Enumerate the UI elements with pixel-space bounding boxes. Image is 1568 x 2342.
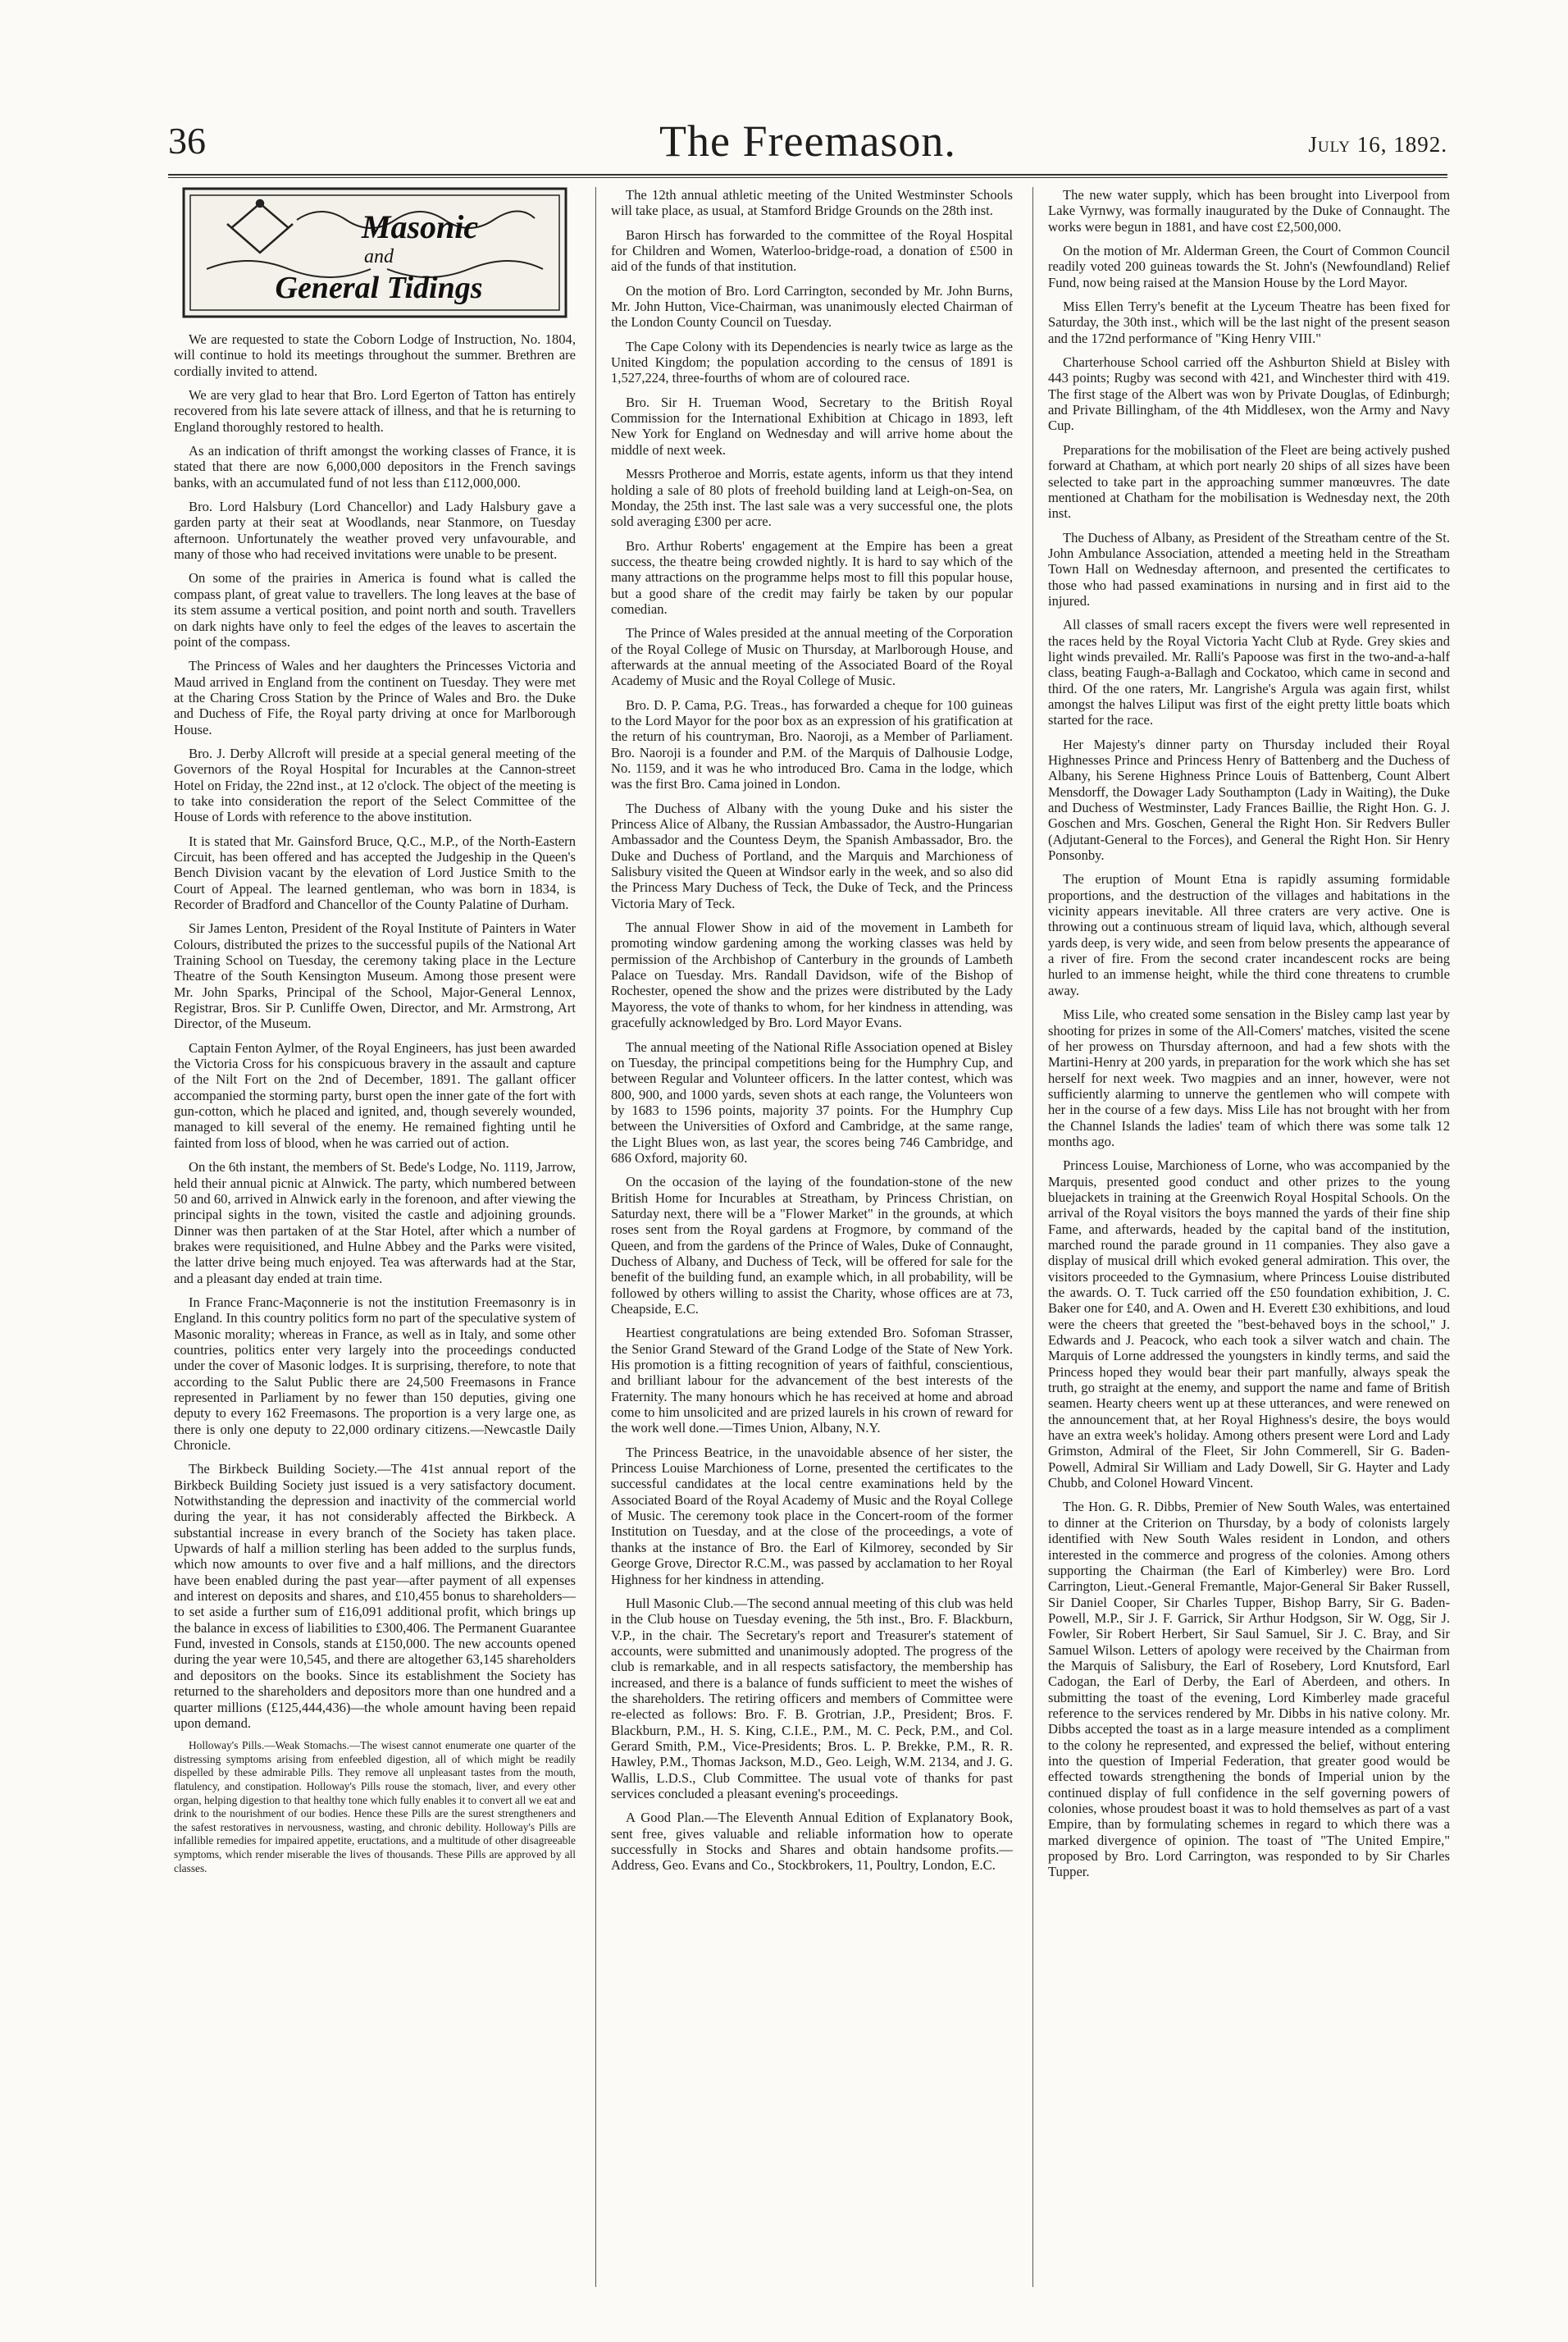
column-divider: [595, 187, 596, 2287]
masthead-rule: [168, 174, 1447, 176]
news-paragraph: The annual Flower Show in aid of the movement in Lambeth for promoting window gardening among the working classes was held by permission of the Archbishop of Canterbury in the grounds of Lambeth Palace on Tuesday. Mrs. Randall Davidson, wife of the Bishop of Rochester, opened the show and the prizes were distributed by the Lady Mayoress, the vote of thanks to whom, for her kindness in attending, was gracefully acknowledged by Bro. Lord Mayor Evans.: [611, 920, 1013, 1031]
masthead-rule-thin: [168, 177, 1447, 178]
news-paragraph: Bro. Lord Halsbury (Lord Chancellor) and Lady Halsbury gave a garden party at their seat at Woodlands, near Stanmore, on Tuesday afternoon. Unfortunately the weather proved very unfavourable, and many of those who had received invitations were unable to be present.: [174, 499, 576, 563]
advertisement-paragraph: Holloway's Pills.—Weak Stomachs.—The wisest cannot enumerate one quarter of the distressing symptoms arising from enfeebled digestion, all of which might be readily dispelled by these admirable Pills. They remove all unpleasant tastes from the mouth, flatulency, and constipation. Holloway's Pills rouse the stomach, liver, and every other organ, helping digestion to that healthy tone which fully enables it to convert all we eat and drink to the nourishment of our bodies. Hence these Pills are the surest strengtheners and the safest restoratives in nervousness, wasting, and chronic debility. Holloway's Pills are infallible remedies for impaired appetite, eructations, and a multitude of other disagreeable symptoms, which render miserable the lives of thousands. These Pills are approved by all classes.: [174, 1739, 576, 1874]
newspaper-title: The Freemason.: [659, 116, 956, 166]
news-paragraph: Captain Fenton Aylmer, of the Royal Engineers, has just been awarded the Victoria Cross for his conspicuous bravery in the assault and capture of the Nilt Fort on the 2nd of December, 1891. The gallant officer accompanied the storming party, burst open the inner gate of the fort with gun-cotton, which he placed and ignited, and, though severely wounded, managed to kill several of the enemy. He remained fighting until he fainted from loss of blood, when he was carried out of action.: [174, 1039, 576, 1151]
news-paragraph: The Hon. G. R. Dibbs, Premier of New South Wales, was entertained to dinner at the Criterion on Thursday, by a body of colonists largely identified with New South Wales resident in London, and others interested in the commerce and progress of the colonies. Among others supporting the Chairman (the Earl of Kimberley) were Bro. Lord Carrington, Lieut.-General Fremantle, Major-General Sir Baker Russell, Sir Daniel Cooper, Sir Charles Tupper, Bishop Barry, Sir G. Baden-Powell, M.P., Sir J. F. Garrick, Sir Arthur Hodgson, Sir W. Ogg, Sir J. Fowler, Sir Robert Herbert, Sir Saul Samuel, Sir J. C. Bray, and Sir Samuel Wilson. Letters of apology were received by the Chairman from the Marquis of Salisbury, the Earl of Rosebery, Lord Knutsford, Earl Cadogan, the Earl of Derby, the Earl of Aberdeen, and others. In submitting the toast of the evening, Lord Kimberley made graceful reference to the services rendered by Mr. Dibbs in his native colony. Mr. Dibbs accepted the toast as in a large measure intended as a compliment to the colony he represented, and expressed the belief, without entering into the question of Imperial Federation, that greater good would be effected towards strengthening the bonds of Imperial union by the continued display of full confidence in the self governing powers of colonies, whose proudest boast it was to hold themselves as part of a vast Empire, than by formulating schemes in regard to which there was a marked divergence of opinion. The toast of "The United Empire," proposed by Bro. Lord Carrington, was responded to by Sir Charles Tupper.: [1048, 1499, 1450, 1880]
news-paragraph: Bro. D. P. Cama, P.G. Treas., has forwarded a cheque for 100 guineas to the Lord Mayor for the poor box as an expression of his gratification at the return of his countryman, Bro. Naoroji, as a Member of Parliament. Bro. Naoroji is a founder and P.M. of the Marquis of Dalhousie Lodge, No. 1159, and it was he who introduced Bro. Cama in the lodge, which was the first Bro. Cama joined in London.: [611, 696, 1013, 792]
news-paragraph: Miss Lile, who created some sensation in the Bisley camp last year by shooting for prizes in some of the All-Comers' matches, visited the scene of her prowess on Thursday afternoon, and had a few shots with the Martini-Henry at 200 yards, in preparation for the work which she has set herself for next week. Two magpies and an inner, however, were not sufficiently alarming to unnerve the gentlemen who will compete with her in the course of a few days. Miss Lile has not brought with her from the Channel Islands the ladies' team of which there was some talk 12 months ago.: [1048, 1007, 1450, 1149]
news-paragraph: The 12th annual athletic meeting of the United Westminster Schools will take place, as usual, at Stamford Bridge Grounds on the 28th inst.: [611, 187, 1013, 219]
news-paragraph: Bro. Arthur Roberts' engagement at the Empire has been a great success, the theatre being crowded nightly. It is hard to say which of the many attractions on the programme helps most to fill this popular house, but a good share of the credit may fairly be taken by our popular comedian.: [611, 537, 1013, 617]
news-paragraph: In France Franc-Maçonnerie is not the institution Freemasonry is in England. In this country politics form no part of the speculative system of Masonic morality; whereas in France, as well as in Italy, and some other countries, politics enter very largely into the proceedings conducted under the cover of Masonic lodges. It is surprising, therefore, to note that according to the Salut Public there are 24,500 Freemasons in France represented in Parliament by no fewer than 150 deputies, giving one deputy to every 162 Freemasons. The proportion is a very large one, as there is only one deputy to 22,000 ordinary citizens.—Newcastle Daily Chronicle.: [174, 1294, 576, 1453]
news-paragraph: On some of the prairies in America is found what is called the compass plant, of great value to travellers. The long leaves at the base of its stem assume a vertical position, and point north and south. Travellers on dark nights have only to feel the edges of the leaves to ascertain the point of the compass.: [174, 570, 576, 650]
news-paragraph: On the motion of Mr. Alderman Green, the Court of Common Council readily voted 200 guineas towards the St. John's (Newfoundland) Relief Fund, now being raised at the Mansion House by the Lord Mayor.: [1048, 243, 1450, 290]
news-paragraph: The annual meeting of the National Rifle Association opened at Bisley on Tuesday, the principal competitions being for the Humphry Cup, and between Regular and Volunteer officers. In the latter contest, which was 800, 900, and 1000 yards, seven shots at each range, the Volunteers won by 1683 to 1596 points, majority 37 points. For the Humphry Cup between the Universities of Oxford and Cambridge, at the same range, the Light Blues won, as last year, the scores being 746 Cambridge, and 686 Oxford, majority 60.: [611, 1039, 1013, 1166]
news-paragraph: On the motion of Bro. Lord Carrington, seconded by Mr. John Burns, Mr. John Hutton, Vice-Chairman, was unanimously elected Chairman of the London County Council on Tuesday.: [611, 282, 1013, 331]
news-paragraph: Her Majesty's dinner party on Thursday included their Royal Highnesses Prince and Princess Henry of Battenberg and the Duchess of Albany, his Serene Highness Prince Louis of Battenberg, Count Albert Mensdorff, the Dowager Lady Southampton (Lady in Waiting), the Duke and Duchess of Westminster, Lady Frances Baillie, the Right Hon. G. J. Goschen and Mrs. Goschen, General the Right Hon. Sir Redvers Buller (Adjutant-General to the Forces), and General the Right Hon. Sir Henry Ponsonby.: [1048, 736, 1450, 864]
news-paragraph: On the occasion of the laying of the foundation-stone of the new British Home for Incurables at Streatham, by Princess Christian, on Saturday next, there will be a "Flower Market" in the grounds, at which roses sent from the Royal gardens at Frogmore, by command of the Queen, and from the gardens of the Prince of Wales, Duke of Connaught, Duchess of Albany, and Duchess of Teck, will be offered for sale for the benefit of the building fund, an example which, in all probability, will be followed by others willing to assist the Charity, whose offices are at 73, Cheapside, E.C.: [611, 1174, 1013, 1317]
column-middle: [611, 187, 1013, 1882]
news-paragraph: The Birkbeck Building Society.—The 41st annual report of the Birkbeck Building Society just issued is a very satisfactory document. Notwithstanding the depression and inactivity of the commercial world during the year, it has not considerably affected the Birkbeck. A substantial increase in every branch of the Society has taken place. Upwards of half a million sterling has been added to the surplus funds, which now amounts to over five and a half millions, and the directors have been enabled during the past year—after payment of all expenses and interest on deposits and shares, and £10,455 bonus to shareholders—to set aside a further sum of £16,091 additional profit, which brings up the balance in excess of liabilities to £300,406. The Permanent Guarantee Fund, invested in Consols, stands at £150,000. The new accounts opened during the year were 10,545, and there are altogether 63,145 shareholders and depositors on the books. Since its establishment the Society has returned to the shareholders and depositors more than one hundred and a quarter millions (£125,444,436)—the whole amount having been repaid upon demand.: [174, 1461, 576, 1731]
news-paragraph: Messrs Protheroe and Morris, estate agents, inform us that they intend holding a sale of 80 plots of freehold building land at Leigh-on-Sea, on Monday, the 25th inst. The last sale was a very successful one, the plots sold averaging £300 per acre.: [611, 466, 1013, 530]
masonic-tidings-banner: [182, 187, 567, 318]
news-paragraph: Bro. Sir H. Trueman Wood, Secretary to the British Royal Commission for the International Exhibition at Chicago in 1893, left New York for England on Wednesday and will arrive home about the middle of next week.: [611, 394, 1013, 458]
masthead: [168, 115, 1447, 167]
news-paragraph: Baron Hirsch has forwarded to the committee of the Royal Hospital for Children and Women, Waterloo-bridge-road, a donation of £500 in aid of the funds of that institution.: [611, 226, 1013, 275]
news-paragraph: The Duchess of Albany with the young Duke and his sister the Princess Alice of Albany, the Russian Ambassador, the Austro-Hungarian Ambassador and the Countess Deym, the Spanish Ambassador, Bro. the Duke and Duchess of Portland, and the Marquis and Marchioness of Salisbury visited the Queen at Windsor early in the week, and so also did the Princess Mary Duchess of Teck, the Duke of Teck, and the Princess Victoria Mary of Teck.: [611, 800, 1013, 911]
news-paragraph: Sir James Lenton, President of the Royal Institute of Painters in Water Colours, distributed the prizes to the successful pupils of the National Art Training School on Tuesday, the ceremony taking place in the Lecture Theatre of the South Kensington Museum. Among those present were Mr. John Sparks, Principal of the School, Major-General Lennox, Registrar, Bros. Sir P. Cunliffe Owen, Director, and Mr. Armstrong, Art Director, of the Museum.: [174, 920, 576, 1032]
news-paragraph: The Duchess of Albany, as President of the Streatham centre of the St. John Ambulance Association, attended a meeting held in the Streatham Town Hall on Wednesday afternoon, and presented the certificates to those who had passed examinations in nursing and in first aid to the injured.: [1048, 529, 1450, 609]
page-number: 36: [168, 120, 206, 162]
column-right: [1048, 187, 1450, 1888]
news-paragraph: Preparations for the mobilisation of the Fleet are being actively pushed forward at Chatham, at which port nearly 20 ships of all sizes have been selected to take part in the approaching summer manœuvres. The date mentioned at Chatham for the mobilisation is Wednesday next, the 20th inst.: [1048, 441, 1450, 522]
news-paragraph: Hull Masonic Club.—The second annual meeting of this club was held in the Club house on Tuesday evening, the 5th inst., Bro. F. Blackburn, V.P., in the chair. The Secretary's report and Treasurer's statement of accounts, were submitted and unanimously adopted. The progress of the club is remarkable, and in all respects satisfactory, the membership has increased, and there is a balance of funds sufficient to meet the wishes of the shareholders. The retiring officers and members of Committee were re-elected as follows: Bro. F. B. Grotrian, J.P., President; Bros. F. Blackburn, P.M., H. S. King, C.I.E., P.M., M. C. Peck, P.M., and Col. Gerard Smith, P.M., Vice-Presidents; Bros. L. P. Brekke, P.M., R. R. Hawley, P.M., Thomas Jackson, M.D., Geo. Leigh, W.M. 2134, and J. G. Wallis, L.D.S., Club Committee. The usual vote of thanks for past services concluded a pleasant evening's proceedings.: [611, 1595, 1013, 1801]
news-paragraph: The eruption of Mount Etna is rapidly assuming formidable proportions, and the destruction of the villages and habitations in the vicinity appears inevitable. All three craters are very active. One is throwing out a continuous stream of liquid lava, which, although several yards deep, is very wide, and seen from below presents the appearance of a river of fire. From the second crater incandescent rocks are being hurled to an immense height, while the third cone threatens to crumble away.: [1048, 871, 1450, 998]
news-paragraph: Miss Ellen Terry's benefit at the Lyceum Theatre has been fixed for Saturday, the 30th inst., which will be the last night of the present season and the 172nd performance of "King Henry VIII.": [1048, 299, 1450, 346]
issue-date: July 16, 1892.: [1308, 132, 1447, 157]
news-paragraph: Heartiest congratulations are being extended Bro. Sofoman Strasser, the Senior Grand Steward of the Grand Lodge of the State of New York. His promotion is a fitting recognition of years of faithful, conscientious, and brilliant labour for the advancement of the best interests of the Fraternity. The many honours which he has received at home and abroad come to him unsolicited and are prized laurels in his crown of reward for the work well done.—Times Union, Albany, N.Y.: [611, 1325, 1013, 1436]
news-paragraph: All classes of small racers except the fivers were well represented in the races held by the Royal Victoria Yacht Club at Ryde. Grey skies and light winds prevailed. Mr. Ralli's Papoose was first in the two-and-a-half class, beating Faugh-a-Ballagh and Cockatoo, which came in second and third. Of the one raters, Mr. Langrishe's Argula was again first, whilst amongst the halves Liliput was first of the eight pretty little boats which started for the race.: [1048, 617, 1450, 728]
news-paragraph: The new water supply, which has been brought into Liverpool from Lake Vyrnwy, was formally inaugurated by the Duke of Connaught. The works were begun in 1881, and have cost £2,500,000.: [1048, 187, 1450, 235]
news-paragraph: On the 6th instant, the members of St. Bede's Lodge, No. 1119, Jarrow, held their annual picnic at Alnwick. The party, which numbered between 50 and 60, arrived in Alnwick early in the forenoon, and after viewing the principal sights in the town, visited the castle and adjoining grounds. Dinner was then partaken of at the Star Hotel, after which a number of brakes were requisitioned, and Hulne Abbey and the Parks were visited, the latter drive being much enjoyed. Tea was afterwards had at the Star, and a pleasant day ended at train time.: [174, 1159, 576, 1286]
news-paragraph: We are requested to state the Coborn Lodge of Instruction, No. 1804, will continue to hold its meetings throughout the summer. Brethren are cordially invited to attend.: [174, 331, 576, 379]
news-paragraph: Bro. J. Derby Allcroft will preside at a special general meeting of the Governors of the Royal Hospital for Incurables at the Cannon-street Hotel on Friday, the 22nd inst., at 12 o'clock. The object of the meeting is to take into consideration the report of the Select Committee of the House of Lords with reference to the above institution.: [174, 745, 576, 825]
news-paragraph: Charterhouse School carried off the Ashburton Shield at Bisley with 443 points; Rugby was second with 421, and Winchester third with 419. The first stage of the Albert was won by Private Douglas, of Edinburgh; and Private Billingham, of the 4th Middlesex, won the Army and Navy Cup.: [1048, 354, 1450, 434]
news-paragraph: We are very glad to hear that Bro. Lord Egerton of Tatton has entirely recovered from his late severe attack of illness, and that he is returning to England thoroughly restored to health.: [174, 387, 576, 435]
banner-word-and: and: [364, 246, 394, 267]
news-paragraph: The Prince of Wales presided at the annual meeting of the Corporation of the Royal College of Music on Thursday, at Marlborough House, and afterwards at the annual meeting of the Associated Board of the Royal Academy of Music and the Royal College of Music.: [611, 625, 1013, 689]
news-paragraph: As an indication of thrift amongst the working classes of France, it is stated that there are now 6,000,000 depositors in the French savings banks, with an accumulated fund of not less than £112,000,000.: [174, 443, 576, 491]
banner-word-general-tidings: General Tidings: [275, 271, 483, 305]
news-paragraph: A Good Plan.—The Eleventh Annual Edition of Explanatory Book, sent free, gives valuable and reliable information how to operate successfully in Stocks and Shares and obtain handsome profits.—Address, Geo. Evans and Co., Stockbrokers, 11, Poultry, London, E.C.: [611, 1810, 1013, 1874]
banner-word-masonic: Masonic: [361, 208, 479, 245]
column-divider: [1032, 187, 1033, 2287]
news-paragraph: It is stated that Mr. Gainsford Bruce, Q.C., M.P., of the North-Eastern Circuit, has been offered and has accepted the Judgeship in the Queen's Bench Division vacant by the elevation of Lord Justice Smith to the Court of Appeal. The learned gentleman, who was born in 1834, is Recorder of Bradford and Chancellor of the County Palatine of Durham.: [174, 833, 576, 912]
news-paragraph: The Princess of Wales and her daughters the Princesses Victoria and Maud arrived in England from the continent on Tuesday. They were met at the Charing Cross Station by the Prince of Wales and Bro. the Duke and Duchess of Fife, the Royal party driving at once for Marlborough House.: [174, 658, 576, 737]
news-paragraph: The Cape Colony with its Dependencies is nearly twice as large as the United Kingdom; the population according to the census of 1891 is 1,527,224, three-fourths of whom are of coloured race.: [611, 338, 1013, 386]
news-paragraph: The Princess Beatrice, in the unavoidable absence of her sister, the Princess Louise Marchioness of Lorne, presented the certificates to the successful candidates at the local centre examinations held by the Associated Board of the Royal Academy of Music and the Royal College of Music. The ceremony took place in the Concert-room of the former Institution on Tuesday, and at the close of the proceedings, a vote of thanks at the instance of Bro. the Earl of Kilmorey, seconded by Sir George Grove, Director R.C.M., was passed by acclamation to her Royal Highness for her kindness in attending.: [611, 1444, 1013, 1587]
news-paragraph: Princess Louise, Marchioness of Lorne, who was accompanied by the Marquis, presented good conduct and other prizes to the young bluejackets in training at the Greenwich Royal Hospital Schools. On the arrival of the Royal visitors the boys manned the yards of their fine ship Fame, and afterwards, headed by the capital band of the institution, marched round the parade ground in 11 companies. They also gave a display of musical drill which evoked general admiration. This over, the visitors proceeded to the Gymnasium, where Princess Louise distributed the awards. O. T. Tuck carried off the £50 foundation exhibition, J. C. Baker one for £40, and A. Owen and H. Everett £30 exhibitions, and loud were the cheers that greeted the "best-behaved boys in the school," J. Edwards and J. Peacock, who each took a silver watch and chain. The Marquis of Lorne addressed the youngsters in kindly terms, and said the Princess hoped they would bear their part manfully, always speak the truth, go straight at the enemy, and support the name and fame of British seamen. Hearty cheers went up at these utterances, and were renewed on the announcement that, at her Royal Highness's desire, the boys would have an extra week's holiday. Among others present were Lord and Lady Grimston, Admiral of the Fleet, Sir John Commerell, Sir G. Baden-Powell, Admiral Sir William and Lady Dowell, Sir G. Hayter and Lady Chubb, and Colonel Howard Vincent.: [1048, 1157, 1450, 1491]
column-left: [174, 187, 576, 1883]
